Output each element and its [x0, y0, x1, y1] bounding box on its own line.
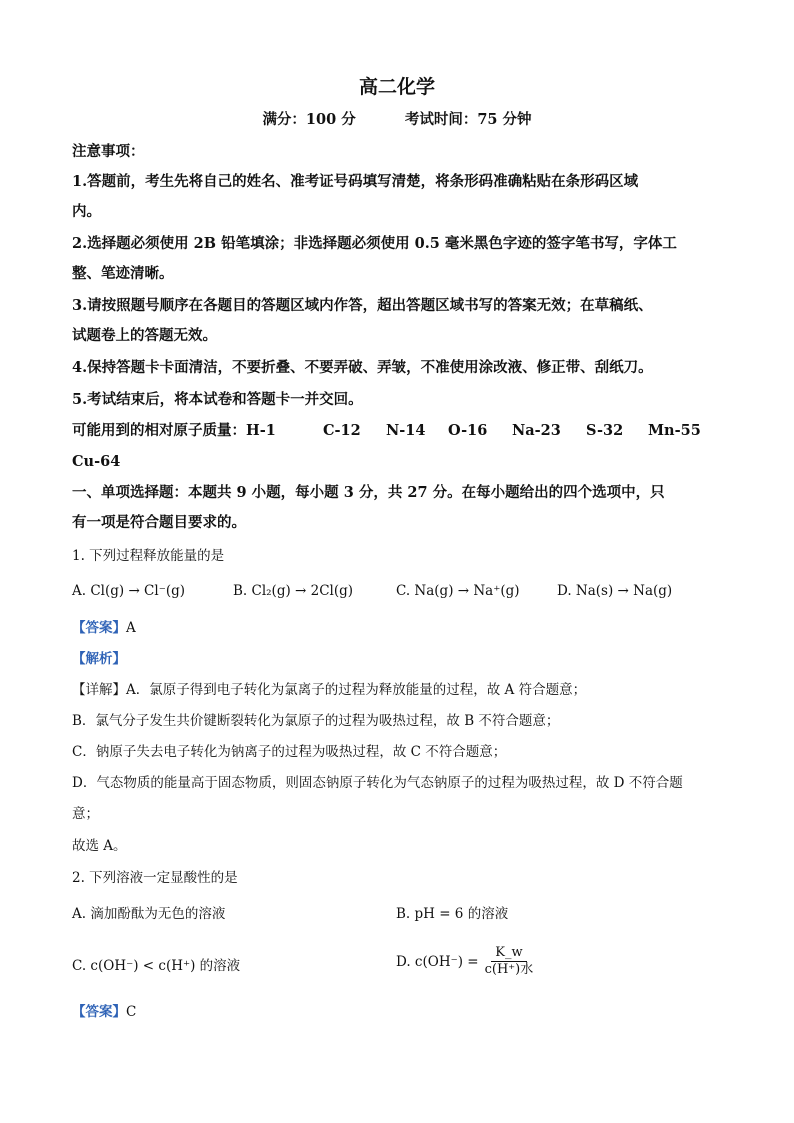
kw-fraction	[483, 945, 536, 978]
note-1a: 1.答题前，考生先将自己的姓名、准考证号码填写清楚，将条形码准确粘贴在条形码区域	[72, 173, 639, 190]
q1-analysis	[72, 649, 126, 669]
analysis-tag: 【解析】	[72, 651, 126, 667]
atomic-n: N-14	[386, 422, 426, 439]
note-3a: 3.请按照题号顺序在各题目的答题区域内作答，超出答题区域书写的答案无效；在草稿纸、	[72, 297, 653, 314]
note-1b: 内。	[72, 203, 101, 220]
q1-detail-1-text: A．氯原子得到电子转化为氯离子的过程为释放能量的过程，故 A 符合题意；	[126, 682, 587, 698]
fraction-denominator: c(H⁺)水	[484, 962, 534, 977]
q1-detail-1	[72, 680, 586, 700]
q1-answer	[72, 618, 136, 638]
q1-detail-2: B．氯气分子发生共价键断裂转化为氯原子的过程为吸热过程，故 B 不符合题意；	[72, 713, 560, 729]
q1-detail-3: C．钠原子失去电子转化为钠离子的过程为吸热过程，故 C 不符合题意；	[72, 744, 507, 760]
q2-option-d	[396, 945, 535, 978]
q1-detail-4a: D．气态物质的能量高于固态物质，则固态钠原子转化为气态钠原子的过程为吸热过程，故 D 不符合题	[72, 775, 683, 791]
q2-stem: 2. 下列溶液一定显酸性的是	[72, 870, 238, 886]
atomic-s: S-32	[586, 422, 624, 439]
full-score: 满分：100 分	[262, 111, 356, 128]
exam-meta	[0, 108, 794, 129]
q1-option-d: D. Na(s) → Na(g)	[557, 583, 673, 599]
note-2b: 整、笔迹清晰。	[72, 265, 174, 282]
q1-answer-value: A	[126, 620, 136, 636]
notes-heading: 注意事项：	[72, 143, 145, 160]
q2-option-a: A. 滴加酚酞为无色的溶液	[72, 906, 226, 922]
q2-option-d-label: D. c(OH⁻) =	[396, 953, 479, 970]
detail-tag: 【详解】	[72, 682, 126, 698]
atomic-mass-label: 可能用到的相对原子质量：H-1	[72, 422, 276, 439]
section-1-heading-a: 一、单项选择题：本题共 9 小题，每小题 3 分，共 27 分。在每小题给出的四个选项中，只	[72, 484, 665, 501]
q1-option-a: A. Cl(g) → Cl⁻(g)	[72, 583, 185, 599]
note-2a: 2.选择题必须使用 2B 铅笔填涂；非选择题必须使用 0.5 毫米黑色字迹的签字笔书写，字体工	[72, 235, 677, 252]
q1-option-b: B. Cl₂(g) → 2Cl(g)	[233, 583, 354, 599]
q2-answer-value: C	[126, 1004, 137, 1020]
note-4: 4.保持答题卡卡面清洁，不要折叠、不要弄破、弄皱，不准使用涂改液、修正带、刮纸刀。	[72, 359, 653, 376]
atomic-mn: Mn-55	[648, 422, 701, 439]
q2-answer	[72, 1002, 136, 1022]
answer-tag: 【答案】	[72, 1004, 126, 1020]
atomic-o: O-16	[448, 422, 488, 439]
section-1-heading-b: 有一项是符合题目要求的。	[72, 514, 246, 531]
atomic-c: C-12	[323, 422, 361, 439]
note-3b: 试题卷上的答题无效。	[72, 327, 217, 344]
exam-time: 考试时间：75 分钟	[404, 111, 532, 128]
q2-option-c: C. c(OH⁻) < c(H⁺) 的溶液	[72, 958, 241, 974]
answer-tag: 【答案】	[72, 620, 126, 636]
atomic-na: Na-23	[512, 422, 561, 439]
q2-option-b: B. pH = 6 的溶液	[396, 906, 509, 922]
q1-stem: 1. 下列过程释放能量的是	[72, 548, 225, 564]
q1-option-c: C. Na(g) → Na⁺(g)	[396, 583, 520, 599]
note-5: 5.考试结束后，将本试卷和答题卡一并交回。	[72, 391, 363, 408]
page-title: 高二化学	[358, 76, 435, 98]
fraction-numerator: K_w	[491, 945, 526, 962]
q1-choose: 故选 A。	[72, 838, 127, 854]
q1-detail-4b: 意；	[72, 806, 99, 822]
atomic-cu: Cu-64	[72, 453, 121, 470]
